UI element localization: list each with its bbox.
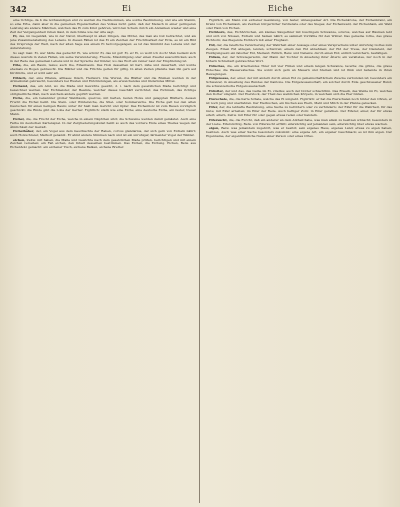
entry-text: der, einer, der mit andern durch einen Eid zu gemeinschaftlichem Zwecke verbunden ist; besonders ein Schweizer, in Ansehung des Bundes der Kantone. Die Eidgenossenschaft, ein solcher durch Eide geschlossener Bund; die schweizerische Eidgenossenschaft. (206, 76, 392, 88)
entry-headword: Eichel, (13, 116, 25, 121)
entry-text: das, im Gegenfall, wie in der Natur, überhaupt in allen Dingen, das Mittel, das man als Gut betrachtet, und als jene Zusammenstellung des Lebens. In diesen Fällen ist das Ei ein Zeichen der Fruchtbarkeit der Erde, es ist ein Bild des Ursprungs der Welt, nach der alten Sage aus einem Ei hervorgegangen; es ist das Sinnbild des Lebens und der Auferstehung. (10, 34, 196, 51)
dictionary-entry (10, 52, 196, 64)
dictionary-entry (206, 44, 392, 56)
entry-text: Zeitw. mit haben, die Maße und Gewichte nach dem gesetzlichen Maße prüfen, berichtigen und mit einem Zeichen versehen; ein Faß eichen, den Inhalt desselben bestimmen. Das Eichen, die Eichung. Eichen, Beiw. aus Eichenholz gemacht: ein eichener Tisch, eichene Balken, eichene Bretter. (10, 137, 196, 150)
entry-text: der, eine Pflanze, althaea; Ibisch, Heilwurz. Die Wurzel, die Blätter und die Blumen werden in der Arzneikunst gebraucht, besonders bei Husten und Entzündungen, als erweichendes und linderndes Mittel. (10, 75, 196, 84)
entry-text: der, ein Vogel aus dem Geschlechte der Raben, corvus glandarius, der sich gern von Eicheln nährt; auch Holzschreier, Markolf genannt. Er ahmt andere Stimmen nach und ist ein unruhiger, lärmender Vogel der Wälder. (10, 129, 196, 137)
entry-text: die, die Frucht der Eiche, welche in einem Näpfchen sitzt; die Schweine werden damit gemästet. Auch eine Farbe im deutschen Kartenspiel. In der Zergliederungskunst heißt so auch das vordere Ende eines Theiles wegen der Ähnlichkeit der Gestalt. (10, 116, 196, 129)
dictionary-entry (206, 127, 392, 139)
entry-text: eine richtige, da ß die nothwendigen erst zu werden die Nachkommen, wie solche Bestimmung, und wie ein Stamm, so eine Erbe, dann aber in die gemeinen Eigenschaften des Volkes nicht gehn; daß der Mensch in einer geringeren Leistung als andere Mädchen, welchen das Ei zum Kind gehören, wird den Schein durch ein Andenken wieder und eine Zeit der Vergangenheit ruhen lässt, in dem Sinne wie der Alte sagt. (10, 19, 196, 34)
catchword-right: Eiche (268, 4, 294, 13)
entry-text: die, ein kriechendes Thier mit vier Füßen und einem langen Schwanze, lacerta; die grüne, die graue Eidechse; die Wassereidechse. Sie sonnt sich gern an Mauern und Steinen und ist flink und behende in ihren Bewegungen. (206, 63, 392, 76)
entry-text: der, die feierliche Versicherung der Wahrheit einer Aussage oder eines Versprechens unter Anrufung Gottes zum Zeugen. Einen Eid ablegen, leisten, schwören; einem den Eid abnehmen; der Eid der Treue, der Diensteid, der Huldigungseid; ein falscher Eid, Meineid. Eidlich, Beiw. und Nebenw. durch einen Eid; eidlich versichern, bestätigen. (206, 42, 392, 55)
entry-headword: Eidam, (209, 55, 221, 60)
dictionary-entry (10, 35, 196, 51)
entry-headword: eigen, (209, 126, 220, 131)
entry-headword: Eifer, (209, 105, 219, 110)
entry-headword: Eierschale, (209, 96, 228, 101)
catchword-left: Ei (122, 4, 132, 13)
entry-headword: Eidotter, (209, 88, 224, 93)
entry-headword: Eichelhäher, (13, 129, 35, 134)
dictionary-entry (10, 85, 196, 97)
entry-text: das, Eichhörnchen, ein kleines Säugethier mit buschigem Schwanze, sciurus, welches auf Bäumen lebt und sich von Nüssen, Eicheln und Samen nährt; es sammelt Vorräthe für den Winter. Das gemeine rothe, das graue Eichhorn; das fliegende Eichhorn mit einer Flughaut. (206, 30, 392, 43)
dictionary-entry (10, 118, 196, 130)
entry-text: die, die harte Schale, welche das Ei umgiebt. Figürlich: er hat die Eierschalen noch hinter den Ohren, er ist noch jung und unerfahren. Der Eierkuchen, ein Kuchen aus Eiern, Mehl und Milch in der Pfanne gebacken. (206, 96, 392, 105)
dictionary-entry (206, 31, 392, 43)
dictionary-entry (206, 65, 392, 77)
entry-headword: Eidgenosse, (209, 76, 230, 81)
entry-headword: Eidechse, (209, 63, 226, 68)
dictionary-entry (206, 106, 392, 118)
entry-text: das, ein Amt, wo die Maße und Gewichte geeicht, d. i. nach dem gesetzlichen Maße berichtigt und bezeichnet werden. Der Eichmeister, der Beamte, welcher dieses Geschäft verrichtet; das Eichmaß, das richtige obrigkeitliche Maß, nach welchem andere geprüft werden. (10, 83, 196, 96)
entry-headword: Eichhorn, (209, 30, 226, 35)
entry-headword: Eibisch, (13, 75, 27, 80)
header-rule (10, 16, 390, 17)
entry-text: der und das, das Gelbe im Ei, vitellus; auch der Dotter schlechthin. Das Eiweiß, das Weiße im Ei, welches den Dotter umgiebt. Der Eierstock, der Theil des weiblichen Körpers, in welchem sich die Eier bilden. (206, 88, 392, 97)
dictionary-entry (206, 19, 392, 31)
page-number: 342 (10, 4, 27, 14)
entry-headword: Eid, (209, 42, 216, 47)
entry-headword: Eichamt, (13, 83, 29, 88)
entry-text: die, die Furcht, daß ein anderer an dem Antheil habe, was man allein zu besitzen wünscht; besonders in der Liebe. Eifersüchtig, Beiw. von Eifersucht erfüllt; eifersüchtig auf jemanden sein, eifersüchtig über etwas wachen. (206, 117, 392, 126)
right-column (206, 19, 392, 503)
entry-text: So sagt man: Ei, wer hätte das gedacht! Ei, wie schön! Ei, das ist gut! Ei, ei! Ei, so wollt ich doch! Man bedient sich dieses Ausrufs in vielen Fällen, um seine Verwunderung, Freude, Missbilligung oder einen Zweifel auszudrücken; auch in der Rede des gemeinen Lebens und in der Sprache der Kinder, wo das Wort ein reiner Laut der Empfindung ist. (10, 50, 196, 63)
entry-text: die, ein bekannter großer Waldbaum, quercus, mit harten, festen Holze und gelappten Blättern, dessen Frucht die Eichel heißt. Die Stein- oder Wintereiche, die Stiel- oder Sommereiche. Die Eiche galt bei den alten Deutschen für einen heiligen Baum; unter ihr hielt man Gericht und Opfer. Das Eichenholz ist zum Bauen vorzüglich geschickt; die Rinde gibt die Lohe der Gerber. Figürlich: stark wie eine Eiche; eine deutsche Eiche, ein fester, treuer Mann. (10, 96, 196, 117)
entry-headword: Eiche, (13, 96, 24, 101)
dictionary-entry (10, 97, 196, 117)
entry-headword: Eibe, (13, 63, 22, 68)
entry-text: der, der Schwiegersohn, der Mann der Tochter in Ansehung ihrer Ältern; ein veraltetes, nur noch in der höhern Schreibart gebrauchtes Wort. (206, 55, 392, 64)
dictionary-entry (206, 77, 392, 89)
column-separator (199, 18, 200, 503)
left-column (10, 19, 196, 503)
entry-headword: eichen, (13, 137, 26, 142)
dictionary-entry (10, 64, 196, 76)
entry-text: Figürlich, ein Mann von eichener Gesinnung, von fester, unbeugsamer Art. Die Eichenkrone, der Eichenkranz, ein Kranz von Eichenlaub, als Zeichen bürgerlicher Verdienste oder des Sieges; der Eichenwald, der Eichenhain, ein Wald oder Hain von Eichen. (206, 19, 392, 30)
entry-text: der, die lebhafte Bestrebung, eine Sache zu befördern oder zu verhindern; der Eifer für die Wahrheit, für das Gute; mit Eifer arbeiten; im Eifer der Rede. Auch heftiger Zorn: in Eifer gerathen. Der Eiferer, einer, der für etwas eifert; eifern, Zeitw. mit Eifer für oder gegen etwas reden oder handeln. (206, 105, 392, 118)
entry-headword: Eifersucht, (209, 117, 228, 122)
running-header (10, 3, 390, 15)
entry-text: die, ein Baum, taxus; auch Ibe, Eibenbaum. Das Holz desselben ist hart, zähe und dauerhaft, und wurde ehemals zu Bogen gebraucht. Die Blätter und die Früchte gelten für giftig. In alten Zeiten pflanzte man ihn gern auf Kirchhöfe, und er wird sehr alt. (10, 63, 196, 75)
entry-headword: Ei, (13, 34, 18, 39)
entry-text: Beiw. was jemandem zugehört, was er besitzt; sein eigenes Haus, eigenes Land; etwas zu eigen haben, besitzen. Auch was einer Sache besonders zukommt: eine eigene Art, ein eigener Geschmack; es ist ihm eigen. Der Eigenname, der eigenthümliche Name einer Person oder eines Ortes. (206, 126, 392, 139)
dictionary-entry (10, 139, 196, 151)
dictionary-entry (10, 19, 196, 35)
